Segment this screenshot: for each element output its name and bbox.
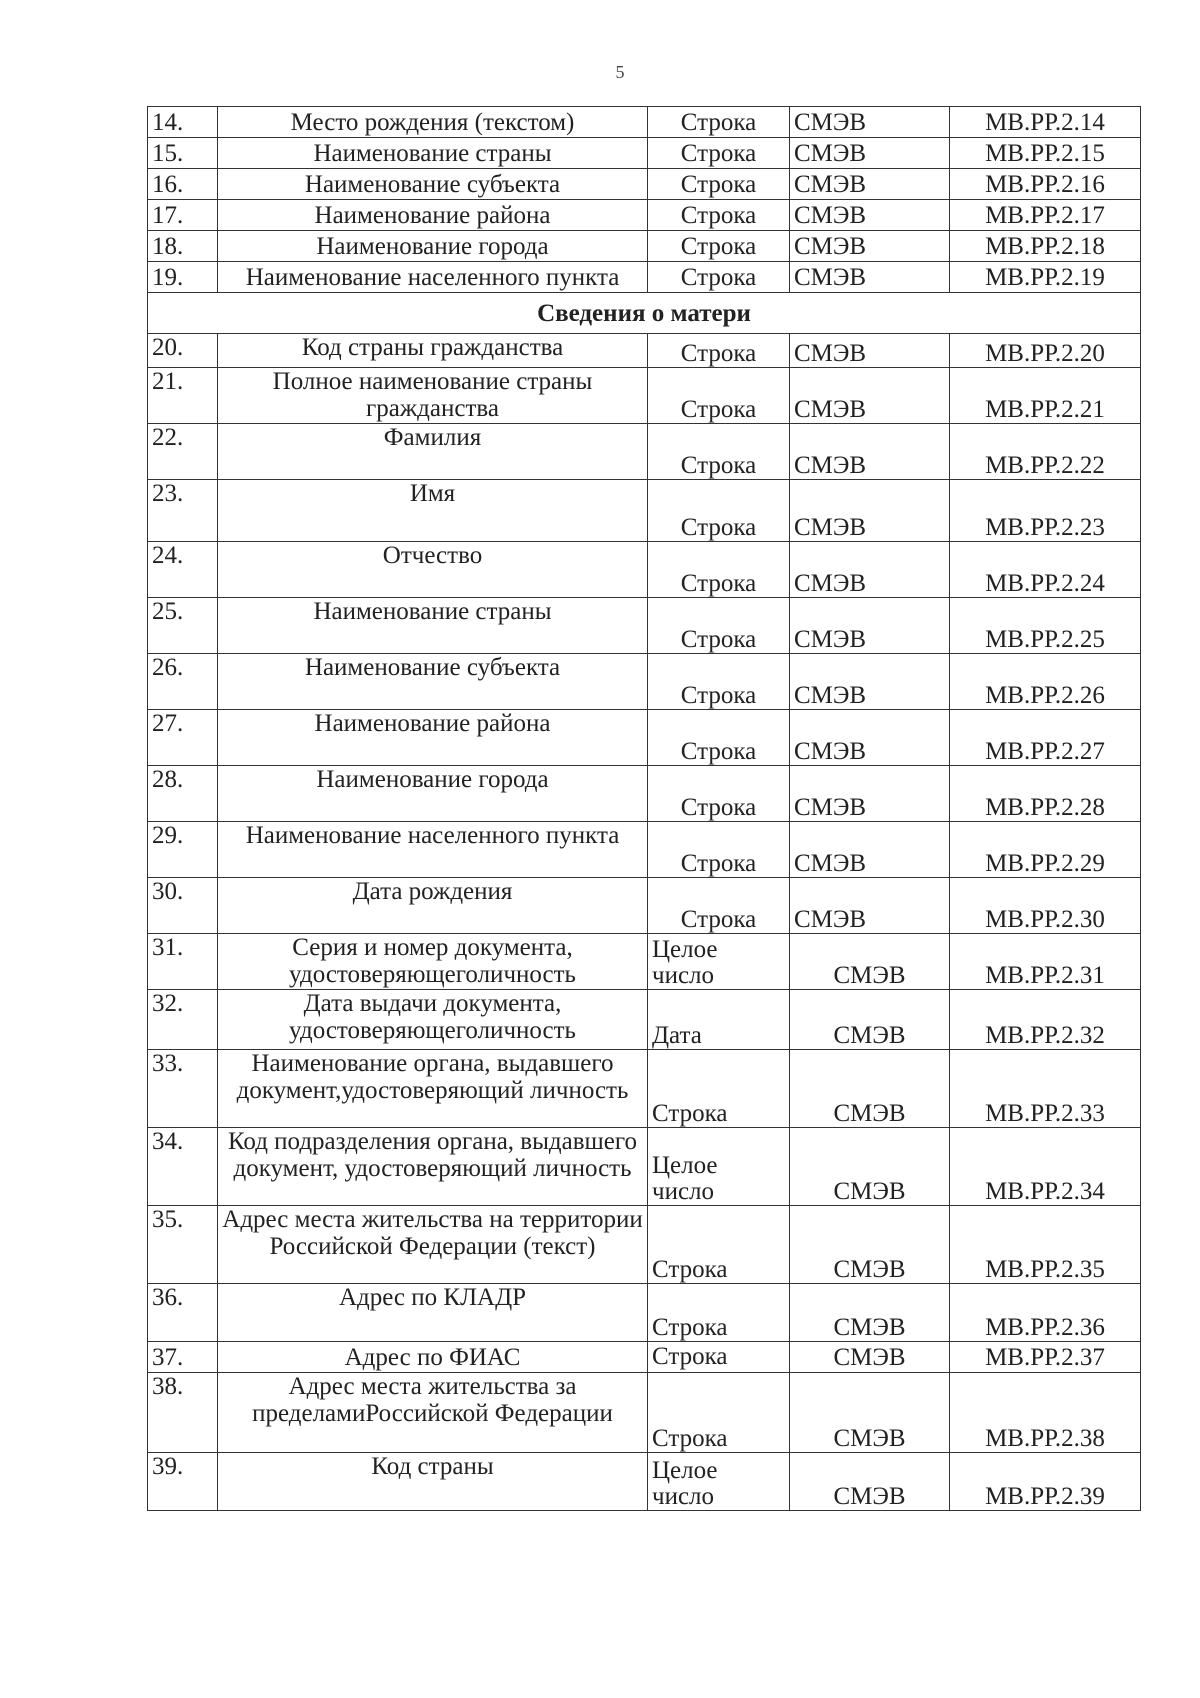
row-number-cell: 28. [148,766,218,822]
data-type-cell: Строка [648,231,790,262]
data-type-cell: Строка [648,710,790,766]
row-number-cell: 19. [148,262,218,293]
field-code-cell: МВ.РР.2.21 [950,368,1141,424]
field-code-cell: МВ.РР.2.28 [950,766,1141,822]
field-code-cell: МВ.РР.2.29 [950,822,1141,878]
row-number-cell: 17. [148,200,218,231]
source-system-cell: СМЭВ [790,1206,950,1284]
source-system-cell: СМЭВ [790,934,950,990]
row-number-cell: 24. [148,542,218,598]
field-code-cell: МВ.РР.2.18 [950,231,1141,262]
table-row [148,934,1141,990]
field-name-cell: Наименование субъекта [218,654,648,710]
data-type-cell: Строка [648,878,790,934]
table-row [148,1373,1141,1453]
row-number-cell: 30. [148,878,218,934]
table-row [148,1284,1141,1342]
data-type-cell: Строка [648,1284,790,1342]
data-type-cell: Строка [648,262,790,293]
section-header-row [148,293,1141,334]
field-code-cell: МВ.РР.2.37 [950,1342,1141,1373]
source-system-cell: СМЭВ [790,231,950,262]
row-number-cell: 39. [148,1453,218,1511]
source-system-cell: СМЭВ [790,1284,950,1342]
source-system-cell: СМЭВ [790,368,950,424]
field-name-cell: Наименование района [218,200,648,231]
field-code-cell: МВ.РР.2.19 [950,262,1141,293]
table-row [148,107,1141,138]
field-code-cell: МВ.РР.2.30 [950,878,1141,934]
row-number-cell: 22. [148,424,218,480]
source-system-cell: СМЭВ [790,990,950,1050]
data-type-cell: Строка [648,368,790,424]
field-code-cell: МВ.РР.2.17 [950,200,1141,231]
field-name-cell: Код подразделения органа, выдавшего документ, удостоверяющий личность [218,1128,648,1206]
row-number-cell: 26. [148,654,218,710]
table-row [148,368,1141,424]
row-number-cell: 14. [148,107,218,138]
field-code-cell: МВ.РР.2.34 [950,1128,1141,1206]
table-row [148,138,1141,169]
source-system-cell: СМЭВ [790,1453,950,1511]
data-type-cell: Строка [648,654,790,710]
table-row [148,480,1141,542]
data-type-cell: Целое число [648,1453,790,1511]
field-name-cell: Место рождения (текстом) [218,107,648,138]
field-name-cell: Фамилия [218,424,648,480]
requirements-table [147,106,1141,1511]
field-code-cell: МВ.РР.2.15 [950,138,1141,169]
source-system-cell: СМЭВ [790,262,950,293]
row-number-cell: 33. [148,1050,218,1128]
data-type-cell: Строка [648,200,790,231]
source-system-cell: СМЭВ [790,200,950,231]
row-number-cell: 27. [148,710,218,766]
data-type-cell: Строка [648,542,790,598]
field-name-cell: Наименование города [218,766,648,822]
table-row [148,598,1141,654]
source-system-cell: СМЭВ [790,138,950,169]
table-body [148,107,1141,1511]
source-system-cell: СМЭВ [790,598,950,654]
row-number-cell: 23. [148,480,218,542]
data-type-cell: Строка [648,766,790,822]
field-name-cell: Наименование населенного пункта [218,822,648,878]
field-name-cell: Наименование страны [218,138,648,169]
row-number-cell: 16. [148,169,218,200]
row-number-cell: 38. [148,1373,218,1453]
page-number: 5 [615,62,625,82]
table-row [148,334,1141,368]
data-type-cell: Строка [648,138,790,169]
field-name-cell: Наименование страны [218,598,648,654]
row-number-cell: 18. [148,231,218,262]
table-row [148,990,1141,1050]
field-code-cell: МВ.РР.2.16 [950,169,1141,200]
table-row [148,424,1141,480]
field-name-cell: Код страны [218,1453,648,1511]
row-number-cell: 15. [148,138,218,169]
source-system-cell: СМЭВ [790,334,950,368]
data-type-cell: Строка [648,169,790,200]
source-system-cell: СМЭВ [790,654,950,710]
field-code-cell: МВ.РР.2.23 [950,480,1141,542]
row-number-cell: 29. [148,822,218,878]
field-code-cell: МВ.РР.2.25 [950,598,1141,654]
source-system-cell: СМЭВ [790,766,950,822]
table-row [148,262,1141,293]
field-name-cell: Наименование района [218,710,648,766]
row-number-cell: 35. [148,1206,218,1284]
field-code-cell: МВ.РР.2.39 [950,1453,1141,1511]
field-name-cell: Код страны гражданства [218,334,648,368]
row-number-cell: 25. [148,598,218,654]
row-number-cell: 31. [148,934,218,990]
data-type-cell: Целое число [648,1128,790,1206]
field-code-cell: МВ.РР.2.20 [950,334,1141,368]
table-row [148,1206,1141,1284]
source-system-cell: СМЭВ [790,1373,950,1453]
field-name-cell: Адрес места жительства за пределамиРоссийской Федерации [218,1373,648,1453]
data-type-cell: Строка [648,1050,790,1128]
source-system-cell: СМЭВ [790,822,950,878]
field-name-cell: Имя [218,480,648,542]
row-number-cell: 37. [148,1342,218,1373]
field-name-cell: Отчество [218,542,648,598]
table-row [148,766,1141,822]
table-row [148,878,1141,934]
source-system-cell: СМЭВ [790,542,950,598]
data-type-cell: Строка [648,1373,790,1453]
data-type-cell: Строка [648,598,790,654]
field-code-cell: МВ.РР.2.32 [950,990,1141,1050]
data-type-cell: Дата [648,990,790,1050]
source-system-cell: СМЭВ [790,1342,950,1373]
data-type-cell: Строка [648,822,790,878]
field-code-cell: МВ.РР.2.31 [950,934,1141,990]
table-row [148,1342,1141,1373]
data-type-cell: Строка [648,1206,790,1284]
source-system-cell: СМЭВ [790,1128,950,1206]
field-name-cell: Адрес по КЛАДР [218,1284,648,1342]
field-name-cell: Адрес по ФИАС [218,1342,648,1373]
source-system-cell: СМЭВ [790,1050,950,1128]
data-type-cell: Строка [648,107,790,138]
field-name-cell: Наименование города [218,231,648,262]
field-code-cell: МВ.РР.2.14 [950,107,1141,138]
data-type-cell: Строка [648,1342,790,1373]
source-system-cell: СМЭВ [790,480,950,542]
row-number-cell: 20. [148,334,218,368]
section-title: Сведения о матери [148,293,1141,334]
source-system-cell: СМЭВ [790,169,950,200]
table-row [148,822,1141,878]
field-code-cell: МВ.РР.2.22 [950,424,1141,480]
field-code-cell: МВ.РР.2.33 [950,1050,1141,1128]
field-name-cell: Наименование органа, выдавшего документ,удостоверяющий личность [218,1050,648,1128]
table-row [148,542,1141,598]
field-name-cell: Полное наименование страны гражданства [218,368,648,424]
field-name-cell: Дата выдачи документа, удостоверяющеголичность [218,990,648,1050]
field-name-cell: Наименование субъекта [218,169,648,200]
field-name-cell: Наименование населенного пункта [218,262,648,293]
row-number-cell: 34. [148,1128,218,1206]
table-row [148,654,1141,710]
field-code-cell: МВ.РР.2.26 [950,654,1141,710]
row-number-cell: 36. [148,1284,218,1342]
data-type-cell: Строка [648,480,790,542]
data-type-cell: Строка [648,334,790,368]
field-name-cell: Серия и номер документа, удостоверяющеголичность [218,934,648,990]
data-type-cell: Строка [648,424,790,480]
table-row [148,1453,1141,1511]
field-code-cell: МВ.РР.2.38 [950,1373,1141,1453]
field-code-cell: МВ.РР.2.35 [950,1206,1141,1284]
table-row [148,710,1141,766]
field-code-cell: МВ.РР.2.24 [950,542,1141,598]
source-system-cell: СМЭВ [790,107,950,138]
field-code-cell: МВ.РР.2.36 [950,1284,1141,1342]
row-number-cell: 32. [148,990,218,1050]
source-system-cell: СМЭВ [790,424,950,480]
field-name-cell: Адрес места жительства на территории Российской Федерации (текст) [218,1206,648,1284]
field-code-cell: МВ.РР.2.27 [950,710,1141,766]
field-name-cell: Дата рождения [218,878,648,934]
table-row [148,200,1141,231]
data-type-cell: Целое число [648,934,790,990]
table-row [148,1050,1141,1128]
source-system-cell: СМЭВ [790,710,950,766]
table-row [148,1128,1141,1206]
table-row [148,169,1141,200]
table-row [148,231,1141,262]
row-number-cell: 21. [148,368,218,424]
source-system-cell: СМЭВ [790,878,950,934]
